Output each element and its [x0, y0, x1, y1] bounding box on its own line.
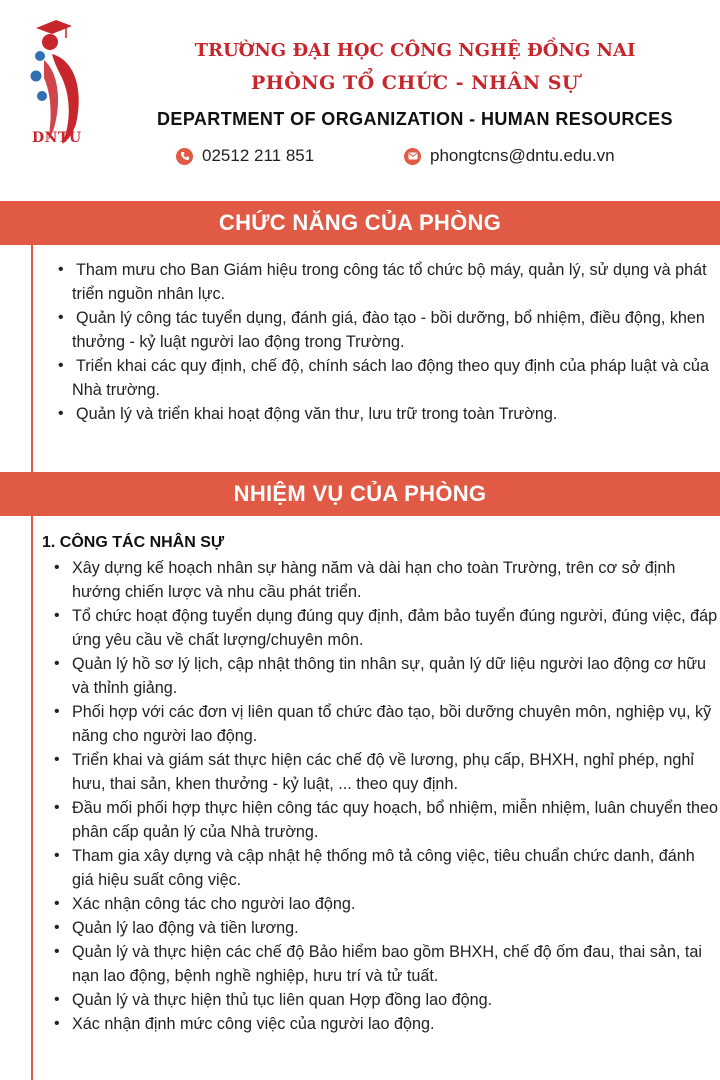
university-name: TRƯỜNG ĐẠI HỌC CÔNG NGHỆ ĐỒNG NAI — [194, 40, 636, 61]
tasks-list — [32, 556, 720, 1036]
phone-icon — [176, 148, 193, 165]
list-item: • Quản lý hồ sơ lý lịch, cập nhật thông tin nhân sự, quản lý dữ liệu người lao động cơ hữu và thỉnh giảng. — [32, 652, 720, 700]
department-name-en: DEPARTMENT OF ORGANIZATION - HUMAN RESOURCES — [157, 109, 673, 129]
list-item: • Tham gia xây dựng và cập nhật hệ thống mô tả công việc, tiêu chuẩn chức danh, đánh giá hiệu suất công việc. — [32, 844, 720, 892]
list-item: • Xác nhận định mức công việc của người lao động. — [32, 1012, 720, 1036]
functions-banner: CHỨC NĂNG CỦA PHÒNG — [0, 201, 720, 245]
tasks-banner: NHIỆM VỤ CỦA PHÒNG — [0, 472, 720, 516]
list-item: • Triển khai các quy định, chế độ, chính sách lao động theo quy định của pháp luật và của Nhà trường. — [32, 354, 720, 402]
list-item: • Quản lý công tác tuyển dụng, đánh giá, đào tạo - bồi dưỡng, bổ nhiệm, điều động, khen thưởng - kỷ luật người lao động trong Trường. — [32, 306, 720, 354]
list-item: • Quản lý và triển khai hoạt động văn thư, lưu trữ trong toàn Trường. — [32, 402, 720, 426]
list-item: • Quản lý và thực hiện các chế độ Bảo hiểm bao gồm BHXH, chế độ ốm đau, thai sản, tai nạn lao động, bệnh nghề nghiệp, hưu trí và tử tuất. — [32, 940, 720, 988]
phone-contact[interactable] — [176, 146, 314, 166]
department-name-vn: PHÒNG TỔ CHỨC - NHÂN SỰ — [250, 72, 579, 94]
section-heading: 1. CÔNG TÁC NHÂN SỰ — [42, 534, 225, 551]
list-item: • Quản lý lao động và tiền lương. — [32, 916, 720, 940]
list-item: • Tổ chức hoạt động tuyển dụng đúng quy định, đảm bảo tuyển đúng người, đúng việc, đáp ứng yêu cầu về chất lượng/chuyên môn. — [32, 604, 720, 652]
list-item: • Xây dựng kế hoạch nhân sự hàng năm và dài hạn cho toàn Trường, trên cơ sở định hướng chiến lược và nhu cầu phát triển. — [32, 556, 720, 604]
list-item: • Triển khai và giám sát thực hiện các chế độ về lương, phụ cấp, BHXH, nghỉ phép, nghỉ hưu, thai sản, khen thưởng - kỷ luật, ... theo quy định. — [32, 748, 720, 796]
functions-list — [32, 258, 720, 426]
list-item: • Phối hợp với các đơn vị liên quan tổ chức đào tạo, bồi dưỡng chuyên môn, nghiệp vụ, kỹ năng cho người lao động. — [32, 700, 720, 748]
email-icon — [404, 148, 421, 165]
list-item: • Tham mưu cho Ban Giám hiệu trong công tác tổ chức bộ máy, quản lý, sử dụng và phát triển nguồn nhân lực. — [32, 258, 720, 306]
phone-number: 02512 211 851 — [202, 146, 315, 165]
list-item: • Quản lý và thực hiện thủ tục liên quan Hợp đồng lao động. — [32, 988, 720, 1012]
email-contact[interactable] — [404, 146, 615, 166]
logo-text: DNTU — [32, 130, 82, 146]
list-item: • Xác nhận công tác cho người lao động. — [32, 892, 720, 916]
list-item: • Đầu mối phối hợp thực hiện công tác quy hoạch, bổ nhiệm, miễn nhiệm, luân chuyển theo phân cấp quản lý của Nhà trường. — [32, 796, 720, 844]
email-address: phongtcns@dntu.edu.vn — [430, 146, 615, 165]
